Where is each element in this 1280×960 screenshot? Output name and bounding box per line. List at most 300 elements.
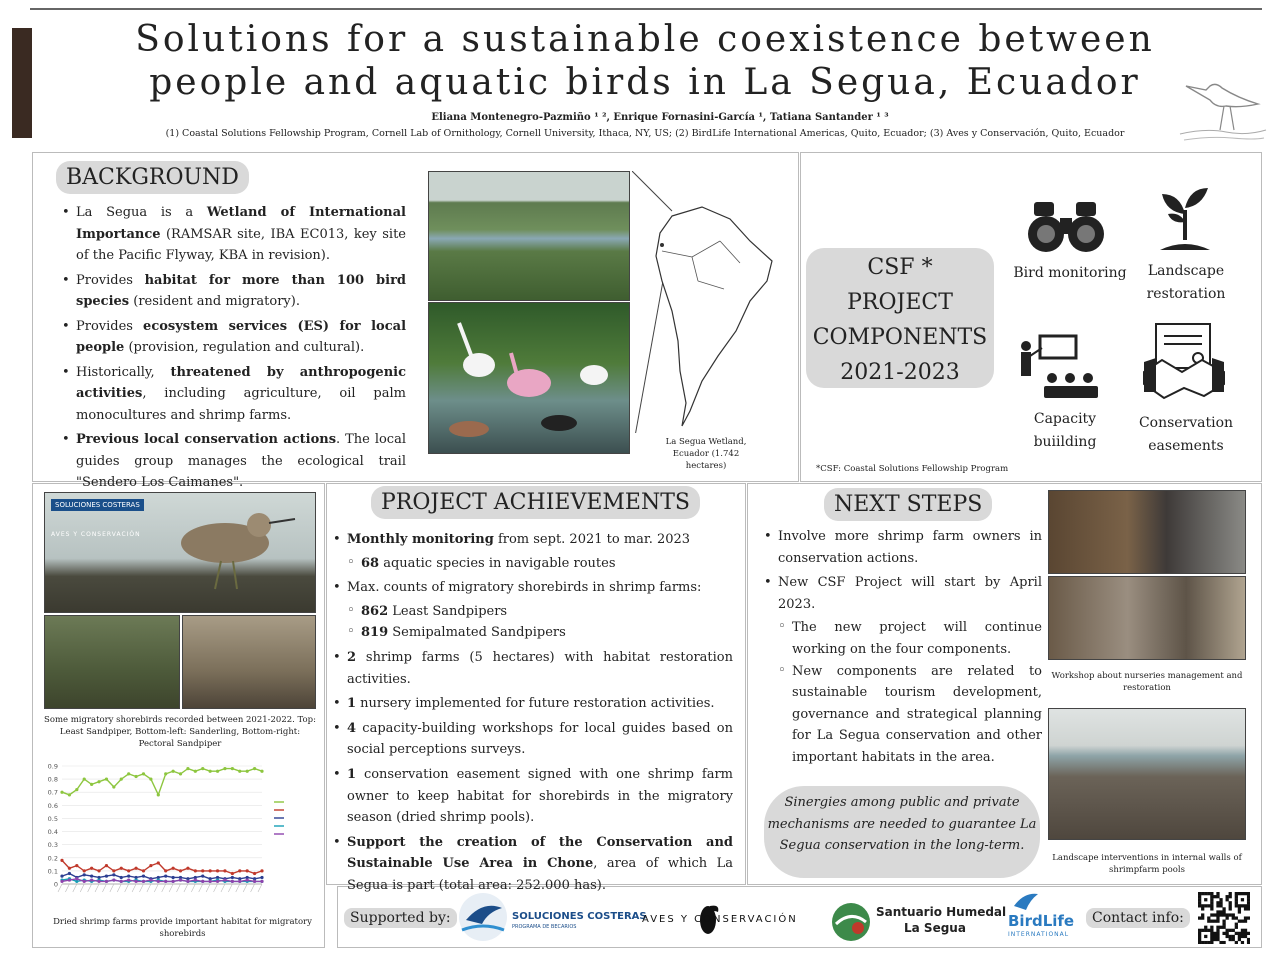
- landscape-caption: Landscape interventions in internal walls of shrimpfarm pools: [1052, 853, 1242, 875]
- background-item-text: , including agriculture, oil palm monocultures and shrimp farms.: [76, 386, 406, 423]
- binoculars-icon: [1024, 196, 1108, 256]
- series-point: [253, 880, 256, 883]
- qr-module: [1238, 920, 1241, 923]
- series-point: [90, 875, 93, 878]
- series-point: [216, 869, 219, 872]
- next-steps-heading: NEXT STEPS: [824, 488, 992, 521]
- background-item-text: Historically,: [76, 364, 171, 380]
- achievement-item-text: capacity-building workshops for local guides based on social perceptions surveys.: [347, 720, 733, 758]
- qr-module: [1216, 895, 1219, 898]
- achievement-item-text: shrimp farms (5 hectares) with habitat restoration activities.: [347, 649, 733, 687]
- series-point: [112, 869, 115, 872]
- qr-module: [1207, 916, 1210, 919]
- series-point: [238, 880, 241, 883]
- x-tick-mark: [154, 884, 158, 892]
- background-item-text: (resident and migratory).: [129, 294, 300, 309]
- qr-module: [1222, 910, 1225, 913]
- series-point: [75, 788, 78, 791]
- background-item-bold: Wetland of International Importance: [76, 205, 406, 242]
- series-point: [201, 767, 204, 770]
- accent-bar: [12, 28, 32, 138]
- supported-by-label: Supported by:: [344, 908, 457, 928]
- series-point: [60, 880, 63, 883]
- x-tick-mark: [228, 884, 232, 892]
- x-tick-mark: [177, 884, 181, 892]
- qr-module: [1216, 913, 1219, 916]
- background-item-text: Provides: [76, 272, 145, 288]
- achievement-item: [333, 832, 733, 897]
- series-point: [260, 876, 263, 879]
- qr-module: [1210, 907, 1213, 910]
- qr-module: [1210, 941, 1213, 944]
- y-tick-label: 0.4: [47, 828, 58, 837]
- qr-module: [1198, 895, 1201, 898]
- qr-module: [1244, 907, 1247, 910]
- x-tick-mark: [139, 884, 143, 892]
- qr-module: [1241, 892, 1244, 895]
- qr-module: [1235, 895, 1238, 898]
- series-point: [105, 880, 108, 883]
- qr-module: [1241, 920, 1244, 923]
- birdlife-bird-icon: [1012, 890, 1040, 912]
- qr-module: [1241, 898, 1244, 901]
- qr-module: [1219, 913, 1222, 916]
- qr-module: [1216, 932, 1219, 935]
- qr-module: [1247, 895, 1250, 898]
- qr-module: [1198, 901, 1201, 904]
- background-item-text: Provides: [76, 318, 144, 334]
- series-point: [231, 767, 234, 770]
- achievement-item-bold: 1: [347, 696, 357, 712]
- qr-module: [1229, 895, 1232, 898]
- next-steps-list: [764, 526, 1042, 772]
- achievement-item-text: Max. counts of migratory shorebirds in shrimp farms:: [347, 580, 702, 596]
- x-tick-mark: [65, 884, 69, 892]
- series-point: [246, 878, 249, 881]
- series-point: [105, 778, 108, 781]
- qr-module: [1201, 941, 1204, 944]
- shorebird-line-chart: [40, 758, 325, 913]
- next-step-subitem: ◦ New components are related to sustainable tourism development, governance and strategical planning for La Segua conservation and other important habitats in the area.: [778, 661, 1042, 769]
- series-point: [112, 785, 115, 788]
- qr-module: [1210, 892, 1213, 895]
- affiliations: (1) Coastal Solutions Fellowship Program, Cornell Lab of Ornithology, Cornell University, Ithaca, NY, US; (2) BirdLife International Americas, Quito, Ecuador; (3) Aves y Conservación, Quito, Ecuador: [165, 128, 1125, 139]
- background-heading: BACKGROUND: [56, 161, 249, 194]
- qr-module: [1241, 941, 1244, 944]
- qr-module: [1219, 898, 1222, 901]
- series-point: [83, 873, 86, 876]
- series-point: [209, 880, 212, 883]
- series-point: [246, 869, 249, 872]
- qr-module: [1247, 898, 1250, 901]
- qr-module: [1247, 907, 1250, 910]
- qr-module: [1204, 935, 1207, 938]
- y-tick-label: 0: [53, 880, 58, 889]
- logo-birdlife: BirdLife: [1008, 912, 1075, 930]
- qr-module: [1238, 892, 1241, 895]
- csf-footnote: *CSF: Coastal Solutions Fellowship Program: [816, 464, 1009, 474]
- achievement-subitem-bold: 819: [361, 625, 389, 641]
- qr-module: [1247, 941, 1250, 944]
- qr-module: [1226, 898, 1229, 901]
- x-tick-mark: [117, 884, 121, 892]
- csf-line-1: CSF *: [867, 255, 933, 280]
- qr-module: [1201, 907, 1204, 910]
- qr-module: [1222, 941, 1225, 944]
- series-point: [186, 867, 189, 870]
- qr-module: [1216, 926, 1219, 929]
- qr-module: [1198, 938, 1201, 941]
- next-step-item: [764, 572, 1042, 768]
- series-point: [90, 783, 93, 786]
- soluciones-costeras-logo-icon: [458, 890, 508, 944]
- wetland-photo: [428, 171, 630, 301]
- qr-module: [1213, 932, 1216, 935]
- qr-module: [1238, 910, 1241, 913]
- series-point: [231, 880, 234, 883]
- x-tick-mark: [214, 884, 218, 892]
- qr-module: [1216, 929, 1219, 932]
- y-tick-label: 0.7: [47, 788, 58, 797]
- x-tick-mark: [125, 884, 129, 892]
- poster-title: [90, 18, 1200, 104]
- qr-module: [1238, 904, 1241, 907]
- qr-module: [1216, 935, 1219, 938]
- next-step-sublist: [778, 617, 1042, 768]
- achievement-item: [333, 529, 733, 574]
- achievement-subitem-bold: 862: [361, 603, 389, 619]
- qr-module: [1229, 904, 1232, 907]
- x-tick-mark: [251, 884, 255, 892]
- x-tick-mark: [162, 884, 166, 892]
- qr-module: [1235, 926, 1238, 929]
- qr-module: [1244, 920, 1247, 923]
- qr-module: [1219, 910, 1222, 913]
- qr-module: [1235, 904, 1238, 907]
- qr-module: [1210, 938, 1213, 941]
- qr-module: [1226, 895, 1229, 898]
- qr-module: [1204, 904, 1207, 907]
- achievement-item-text: nursery implemented for future restoration activities.: [356, 696, 715, 712]
- south-america-map: [632, 171, 792, 433]
- x-tick-mark: [258, 884, 262, 892]
- map-caption: La Segua Wetland, Ecuador (1.742 hectares): [665, 437, 747, 471]
- y-tick-label: 0.9: [47, 762, 58, 771]
- achievement-subitem-text: Least Sandpipers: [388, 603, 508, 619]
- background-item: [62, 362, 406, 427]
- background-item-bold: ecosystem services (ES) for local people: [76, 318, 407, 355]
- qr-module: [1247, 904, 1250, 907]
- qr-module: [1198, 935, 1201, 938]
- series-point: [120, 880, 123, 883]
- qr-module: [1204, 926, 1207, 929]
- achievement-subitem: [347, 601, 733, 623]
- qr-module: [1244, 904, 1247, 907]
- qr-module: [1210, 932, 1213, 935]
- qr-code-icon[interactable]: [1198, 892, 1250, 944]
- series-point: [68, 867, 71, 870]
- qr-module: [1210, 898, 1213, 901]
- qr-module: [1210, 926, 1213, 929]
- qr-module: [1235, 901, 1238, 904]
- workshop-photo-2: [1048, 576, 1246, 660]
- shorebird-sketch-icon: [1176, 68, 1268, 148]
- qr-module: [1207, 929, 1210, 932]
- series-point: [260, 880, 263, 883]
- sandpiper-icon: [45, 493, 317, 614]
- series-point: [209, 869, 212, 872]
- series-line: [62, 769, 262, 795]
- x-tick-mark: [110, 884, 114, 892]
- qr-module: [1207, 920, 1210, 923]
- series-point: [172, 880, 175, 883]
- background-item-text: (RAMSAR site, IBA EC013, key site of the Pacific Flyway, KBA in revision).: [76, 226, 406, 263]
- qr-module: [1198, 929, 1201, 932]
- workshop-caption: Workshop about nurseries management and restoration: [1051, 671, 1243, 693]
- qr-module: [1210, 935, 1213, 938]
- qr-module: [1247, 892, 1250, 895]
- series-point: [164, 772, 167, 775]
- series-point: [179, 772, 182, 775]
- qr-module: [1229, 901, 1232, 904]
- qr-module: [1238, 935, 1241, 938]
- achievement-item-text: from sept. 2021 to mar. 2023: [493, 532, 691, 547]
- series-point: [142, 869, 145, 872]
- x-tick-mark: [58, 884, 62, 892]
- x-tick-mark: [236, 884, 240, 892]
- series-point: [75, 877, 78, 880]
- qr-module: [1201, 904, 1204, 907]
- series-point: [194, 770, 197, 773]
- qr-module: [1247, 901, 1250, 904]
- qr-module: [1241, 935, 1244, 938]
- series-point: [157, 861, 160, 864]
- achievement-subitem-text: aquatic species in navigable routes: [379, 555, 616, 571]
- series-point: [179, 869, 182, 872]
- achievement-item-bold: Monthly monitoring: [347, 532, 494, 547]
- csf-components-title: [806, 248, 994, 388]
- achievement-item: [333, 764, 733, 829]
- qr-module: [1198, 898, 1201, 901]
- next-step-subitem: ◦ The new project will continue working on the four components.: [778, 617, 1042, 660]
- y-tick-label: 0.6: [47, 801, 58, 810]
- qr-module: [1226, 929, 1229, 932]
- series-point: [83, 880, 86, 883]
- logo-santuario-line1: Santuario Humedal: [876, 905, 1007, 919]
- component-label-bird-monitoring: Bird monitoring: [1013, 265, 1127, 281]
- qr-module: [1213, 938, 1216, 941]
- qr-module: [1210, 904, 1213, 907]
- qr-module: [1207, 904, 1210, 907]
- qr-module: [1232, 916, 1235, 919]
- series-point: [223, 869, 226, 872]
- synergy-callout: Sinergies among public and private mechanisms are needed to guarantee La Segua conservation in the long-term.: [764, 786, 1040, 878]
- qr-module: [1235, 941, 1238, 944]
- qr-module: [1216, 892, 1219, 895]
- qr-module: [1232, 935, 1235, 938]
- series-point: [112, 878, 115, 881]
- achievement-subitem: [347, 553, 733, 575]
- qr-module: [1210, 913, 1213, 916]
- series-point: [60, 791, 63, 794]
- achievement-subitem-text: Semipalmated Sandpipers: [388, 625, 566, 641]
- classroom-icon: [1018, 334, 1102, 400]
- qr-module: [1238, 907, 1241, 910]
- series-point: [127, 878, 130, 881]
- series-point: [120, 876, 123, 879]
- series-point: [60, 859, 63, 862]
- x-tick-mark: [88, 884, 92, 892]
- qr-module: [1198, 941, 1201, 944]
- series-point: [216, 880, 219, 883]
- series-point: [60, 875, 63, 878]
- series-point: [186, 880, 189, 883]
- qr-module: [1198, 892, 1201, 895]
- csf-line-3: COMPONENTS: [812, 325, 988, 350]
- background-item-text: . The local guides group manages the ecological trail "Sendero Los Caimanes".: [76, 432, 406, 490]
- achievement-subitem: [347, 622, 733, 644]
- qr-module: [1222, 923, 1225, 926]
- qr-module: [1235, 916, 1238, 919]
- csf-line-4: 2021-2023: [840, 360, 960, 385]
- photo-logo-soluciones: SOLUCIONES COSTERAS: [51, 499, 144, 511]
- series-point: [142, 880, 145, 883]
- qr-module: [1229, 892, 1232, 895]
- achievement-item: [333, 647, 733, 690]
- birds-photo: [428, 302, 630, 454]
- series-point: [246, 770, 249, 773]
- qr-module: [1222, 920, 1225, 923]
- series-point: [201, 880, 204, 883]
- series-point: [201, 875, 204, 878]
- series-point: [194, 869, 197, 872]
- component-label-landscape-restoration: Landscape restoration: [1146, 263, 1226, 302]
- qr-module: [1198, 904, 1201, 907]
- qr-module: [1204, 892, 1207, 895]
- qr-module: [1229, 938, 1232, 941]
- x-tick-mark: [169, 884, 173, 892]
- series-point: [83, 869, 86, 872]
- logo-soluciones-sub: PROGRAMA DE BECARIOS: [512, 924, 577, 930]
- background-item-text: La Segua is a: [76, 205, 207, 220]
- series-point: [134, 775, 137, 778]
- x-tick-mark: [95, 884, 99, 892]
- series-point: [223, 878, 226, 881]
- csf-line-2: PROJECT: [847, 290, 953, 315]
- qr-module: [1244, 892, 1247, 895]
- background-item: [62, 270, 406, 313]
- achievement-item: [333, 718, 733, 761]
- least-sandpiper-photo: [44, 492, 316, 613]
- logo-soluciones-costeras: SOLUCIONES COSTERAS: [512, 911, 647, 922]
- series-point: [172, 876, 175, 879]
- series-point: [157, 880, 160, 883]
- series-point: [149, 864, 152, 867]
- logo-birdlife-sub: INTERNATIONAL: [1008, 931, 1070, 938]
- series-point: [134, 880, 137, 883]
- qr-module: [1216, 910, 1219, 913]
- series-point: [90, 867, 93, 870]
- achievement-item-bold: 4: [347, 720, 357, 736]
- qr-module: [1222, 926, 1225, 929]
- x-tick-mark: [199, 884, 203, 892]
- qr-module: [1213, 935, 1216, 938]
- achievements-list: [333, 529, 733, 900]
- qr-module: [1247, 932, 1250, 935]
- next-step-text: New CSF Project will start by April 2023.: [778, 575, 1042, 612]
- qr-module: [1219, 926, 1222, 929]
- photo-logo-aves: AVES Y CONSERVACIÓN: [51, 531, 141, 538]
- background-item-bold: Previous local conservation actions: [76, 432, 337, 447]
- qr-module: [1238, 932, 1241, 935]
- qr-module: [1198, 916, 1201, 919]
- qr-module: [1210, 901, 1213, 904]
- logo-aves-y-conservacion: AVES Y CONSERVACIÓN: [642, 914, 798, 925]
- y-tick-label: 0.5: [47, 814, 58, 823]
- x-tick-mark: [243, 884, 247, 892]
- qr-module: [1229, 929, 1232, 932]
- qr-module: [1235, 932, 1238, 935]
- top-rule: [30, 8, 1262, 10]
- series-point: [134, 867, 137, 870]
- series-point: [172, 770, 175, 773]
- y-tick-label: 0.2: [47, 854, 58, 863]
- qr-module: [1207, 941, 1210, 944]
- series-point: [179, 878, 182, 881]
- series-point: [83, 778, 86, 781]
- series-point: [253, 767, 256, 770]
- series-point: [157, 793, 160, 796]
- x-tick-mark: [80, 884, 84, 892]
- series-point: [164, 880, 167, 883]
- qr-module: [1222, 913, 1225, 916]
- next-step-item: • Involve more shrimp farm owners in conservation actions.: [764, 526, 1042, 569]
- qr-module: [1216, 916, 1219, 919]
- qr-module: [1210, 895, 1213, 898]
- qr-module: [1219, 941, 1222, 944]
- series-point: [68, 878, 71, 881]
- qr-module: [1235, 923, 1238, 926]
- handshake-icon: [1142, 322, 1226, 404]
- y-tick-label: 0.3: [47, 841, 58, 850]
- background-item: [62, 316, 406, 359]
- y-tick-label: 0.8: [47, 775, 58, 784]
- qr-module: [1201, 929, 1204, 932]
- achievement-item: [333, 577, 733, 644]
- series-point: [216, 770, 219, 773]
- series-point: [97, 780, 100, 783]
- series-point: [253, 872, 256, 875]
- chart-caption: Dried shrimp farms provide important habitat for migratory shorebirds: [53, 917, 312, 939]
- series-point: [75, 864, 78, 867]
- qr-module: [1216, 904, 1219, 907]
- qr-module: [1207, 892, 1210, 895]
- qr-module: [1213, 895, 1216, 898]
- series-point: [149, 878, 152, 881]
- qr-module: [1226, 932, 1229, 935]
- title-line-1: Solutions for a sustainable coexistence between: [135, 19, 1155, 60]
- achievement-item-bold: Support the creation of the Conservation and Sustainable Use Area in Chone: [347, 834, 733, 872]
- landscape-photo: [1048, 708, 1246, 840]
- series-point: [120, 867, 123, 870]
- series-point: [149, 778, 152, 781]
- achievements-heading: PROJECT ACHIEVEMENTS: [371, 486, 700, 519]
- series-point: [105, 875, 108, 878]
- achievement-sublist: [347, 601, 733, 644]
- achievement-item-text: conservation easement signed with one shrimp farm owner to keep habitat for shorebirds in the migratory season (dried shrimp pools).: [347, 766, 733, 826]
- qr-module: [1247, 916, 1250, 919]
- background-item: [62, 429, 406, 494]
